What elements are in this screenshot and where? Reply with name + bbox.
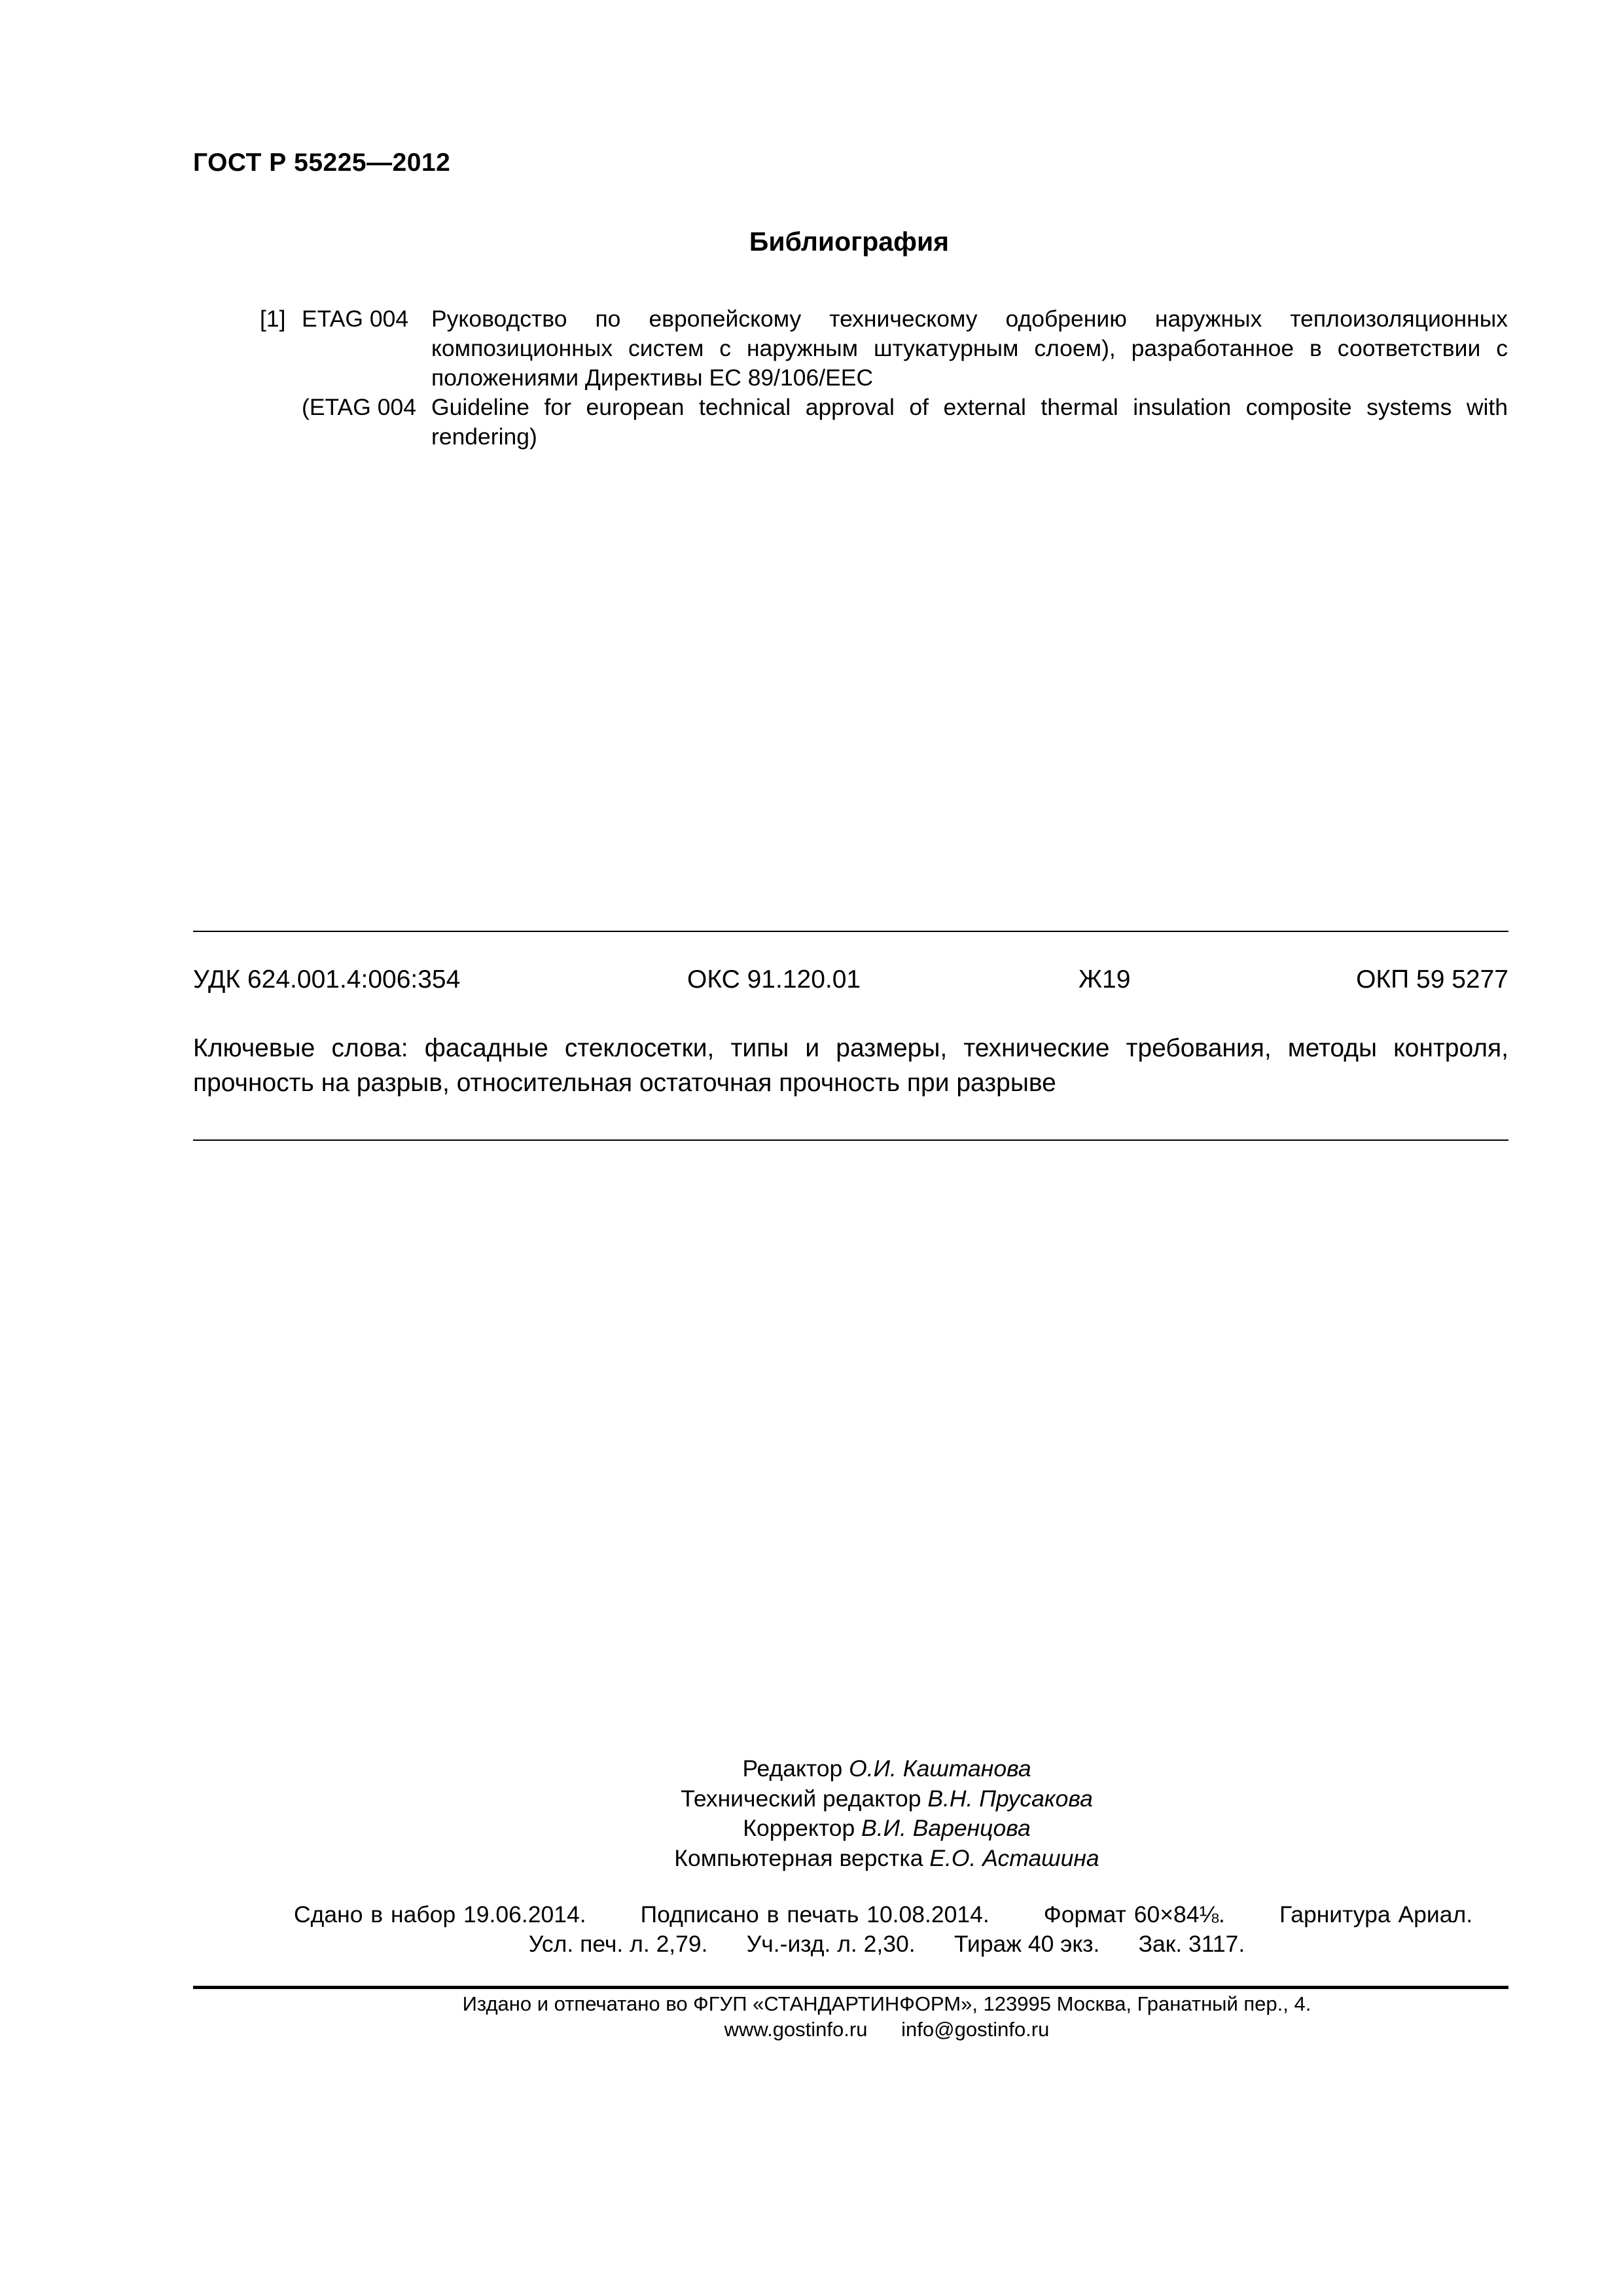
publisher-website: www.gostinfo.ru	[724, 2018, 868, 2041]
divider-bottom	[193, 1986, 1508, 1989]
publication-info-line-1: Сдано в набор 19.06.2014. Подписано в печать 10.08.2014. Формат 60×84⅛. Гарнитура Ариал.	[294, 1901, 1473, 1928]
publisher-imprint: Издано и отпечатано во ФГУП «СТАНДАРТИНФОРМ», 123995 Москва, Гранатный пер., 4.	[462, 1992, 1311, 2015]
bibliography-entry-number: [1]	[260, 306, 286, 332]
document-code: ГОСТ Р 55225—2012	[193, 149, 451, 177]
credit-corrector: Корректор В.И. Варенцова	[743, 1815, 1031, 1841]
credit-editor: Редактор О.И. Каштанова	[742, 1755, 1031, 1782]
publication-info-line-2: Усл. печ. л. 2,79. Уч.-изд. л. 2,30. Тираж 40 экз. Зак. 3117.	[528, 1931, 1245, 1957]
publisher-contacts	[0, 2017, 1623, 2042]
divider-top	[193, 931, 1508, 932]
group-code: Ж19	[1079, 965, 1131, 994]
keywords: Ключевые слова: фасадные стеклосетки, типы и размеры, технические требования, методы контроля, прочность на разрыв, относительная остаточная прочность при разрыве	[193, 1034, 1508, 1097]
bibliography-entry-code-en: (ETAG 004	[302, 394, 416, 420]
credits-block	[0, 1754, 1623, 1873]
bibliography-entry-text-en: Guideline for european technical approval of external thermal insulation composite systems with rendering)	[431, 394, 1508, 450]
okp-code: ОКП 59 5277	[1356, 965, 1508, 994]
credit-layout: Компьютерная верстка Е.О. Асташина	[674, 1844, 1099, 1871]
udk-code: УДК 624.001.4:006:354	[193, 965, 461, 994]
oks-code: ОКС 91.120.01	[687, 965, 861, 994]
divider-middle	[193, 1139, 1508, 1141]
credit-technical-editor: Технический редактор В.Н. Прусакова	[681, 1785, 1093, 1812]
publisher-email: info@gostinfo.ru	[901, 2018, 1050, 2041]
bibliography-title: Библиография	[749, 226, 950, 257]
bibliography-entry-text: Руководство по европейскому техническому одобрению наружных теплоизоляционных композиционных систем с наружным штукатурным слоем), разработанное в соответствии с положениями Директивы ЕС 89/106/ЕЕС	[431, 306, 1508, 391]
bibliography-entry-code: ETAG 004	[302, 306, 409, 332]
